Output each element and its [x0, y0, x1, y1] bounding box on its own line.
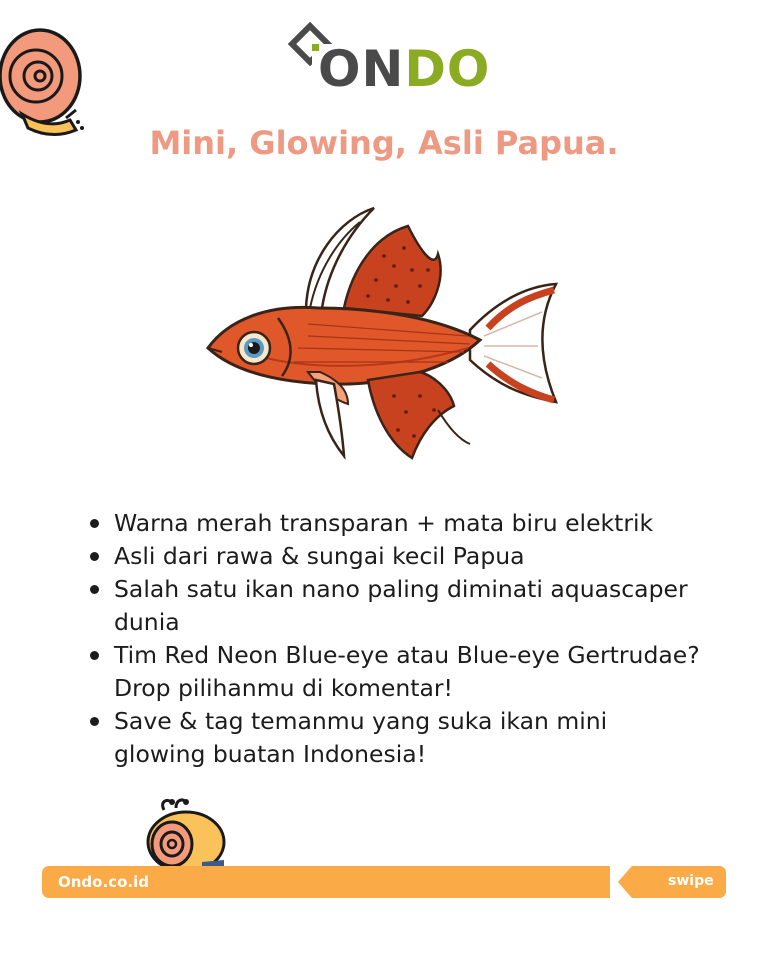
bullet-dot-icon — [90, 717, 99, 726]
snail-illustration-top — [0, 18, 92, 138]
brand-logo — [286, 20, 491, 100]
bullet-dot-icon — [90, 519, 99, 528]
logo-text-on: ON — [318, 40, 405, 98]
bullet-dot-icon — [90, 651, 99, 660]
swipe-button[interactable] — [638, 866, 726, 898]
snail-illustration-bottom — [142, 796, 234, 870]
list-item-text: Tim Red Neon Blue-eye atau Blue-eye Gertrudae? Drop pilihanmu di komentar! — [114, 641, 700, 702]
bullet-dot-icon — [90, 585, 99, 594]
bullet-dot-icon — [90, 552, 99, 561]
page-title: Mini, Glowing, Asli Papua. — [149, 124, 619, 162]
list-item-text: Salah satu ikan nano paling diminati aquascaper dunia — [114, 575, 688, 636]
list-item — [86, 705, 706, 771]
list-item-text: Asli dari rawa & sungai kecil Papua — [114, 542, 525, 570]
list-item-text: Save & tag temanmu yang suka ikan mini glowing buatan Indonesia! — [114, 707, 608, 768]
list-item — [86, 573, 706, 639]
footer-site-link[interactable]: Ondo.co.id — [58, 873, 149, 891]
list-item — [86, 540, 706, 573]
list-item-text: Warna merah transparan + mata biru elektrik — [114, 509, 654, 537]
fish-illustration — [198, 200, 568, 472]
swipe-label: swipe — [668, 873, 714, 889]
logo-wordmark — [318, 40, 491, 98]
list-item — [86, 507, 706, 540]
logo-text-do: DO — [404, 40, 491, 98]
list-item — [86, 639, 706, 705]
footer-bar — [42, 866, 726, 898]
feature-list — [86, 507, 706, 771]
